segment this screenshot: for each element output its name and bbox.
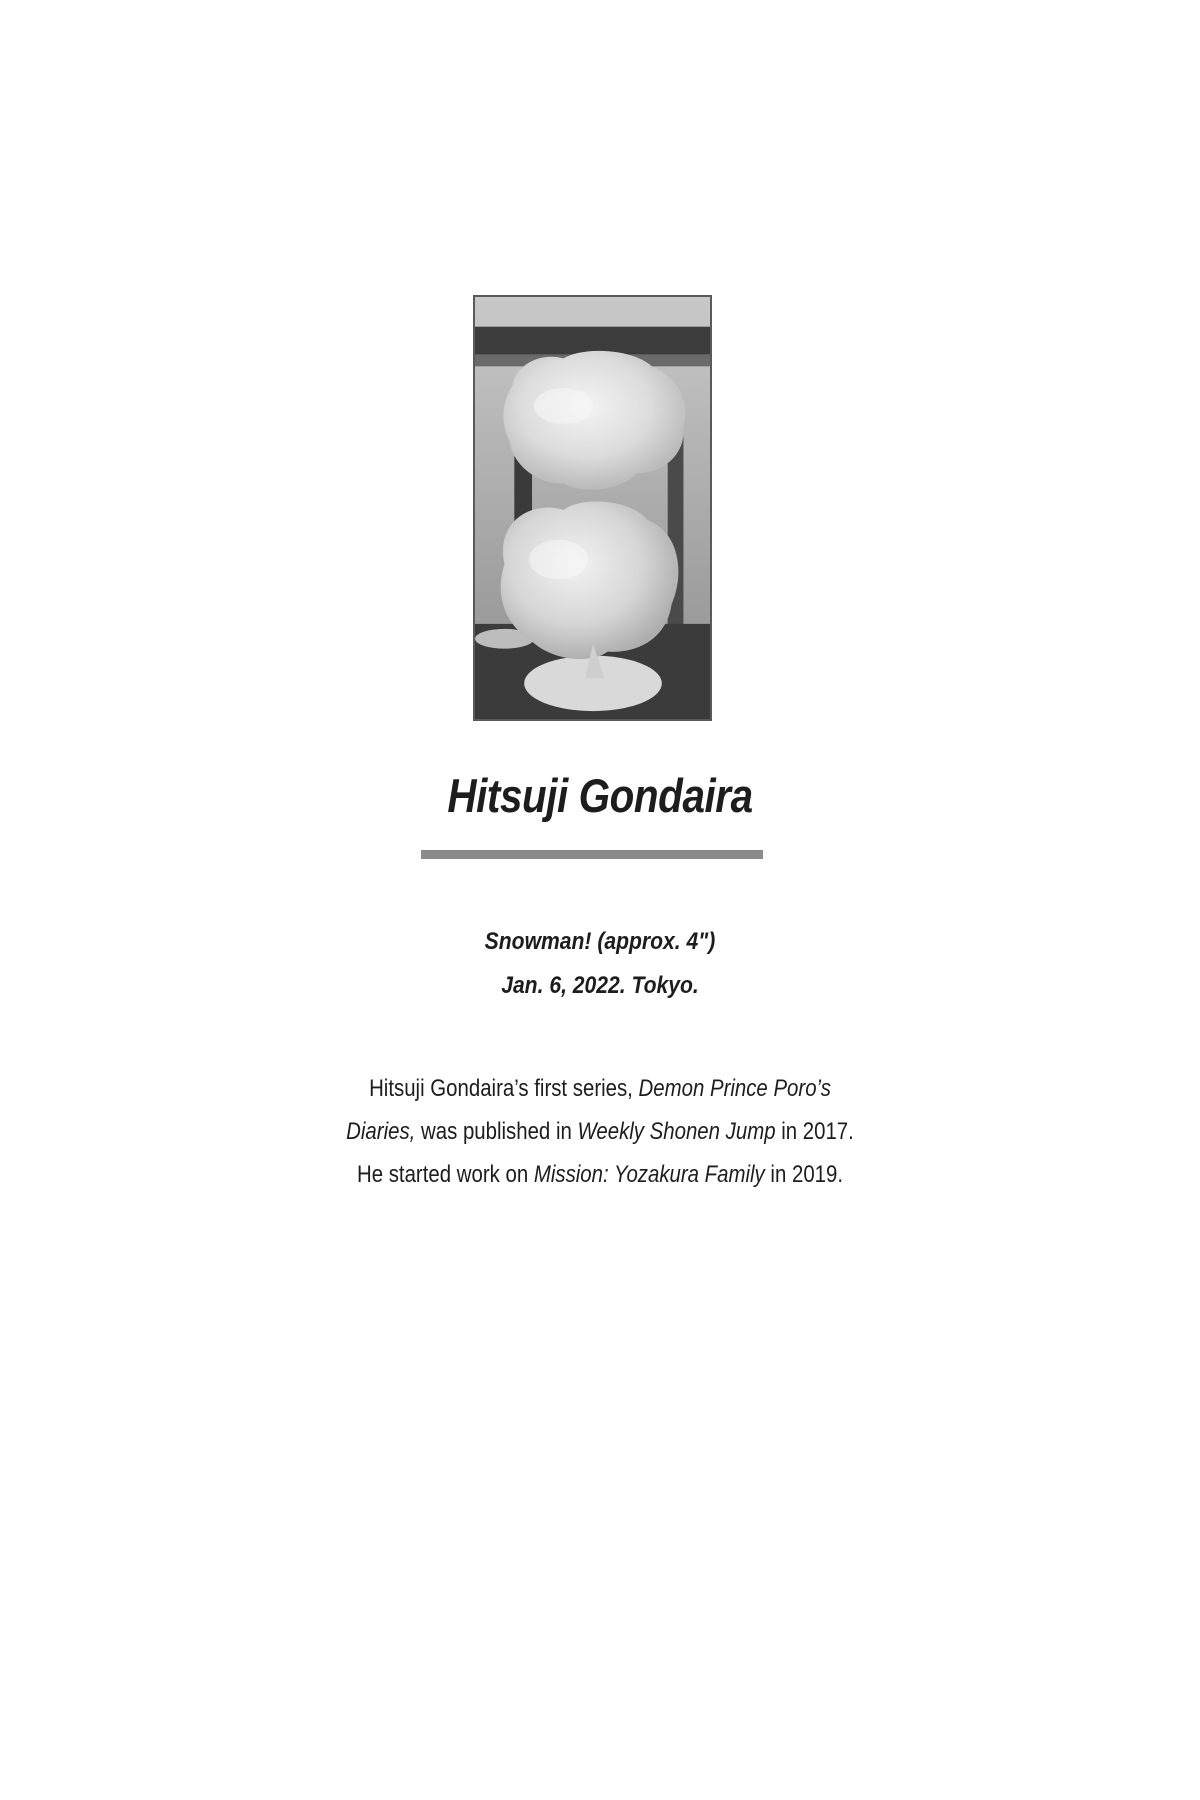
bio-text: Hitsuji Gondaira’s first series, [369,1075,639,1102]
snowman-photo [473,295,712,721]
series-title: Diaries, [346,1118,416,1145]
series-title: Mission: Yozakura Family [533,1161,765,1188]
bio-line-1 [90,1067,1110,1110]
bio-line-3 [90,1153,1110,1196]
magazine-title: Weekly Shonen Jump [577,1118,776,1145]
bio-text: in 2019. [764,1161,844,1188]
author-bio [90,1067,1110,1196]
author-name: Hitsuji Gondaira [447,769,753,822]
bio-text: in 2017. [775,1118,854,1145]
photo-caption-date: Jan. 6, 2022. Tokyo. [501,972,699,999]
bio-text: He started work on [356,1161,534,1188]
bio-line-2 [90,1110,1110,1153]
name-underline-rule [421,850,763,859]
series-title: Demon Prince Poro’s [638,1075,831,1102]
photo-caption-title: Snowman! (approx. 4") [484,928,716,955]
bio-text: was published in [415,1118,578,1145]
